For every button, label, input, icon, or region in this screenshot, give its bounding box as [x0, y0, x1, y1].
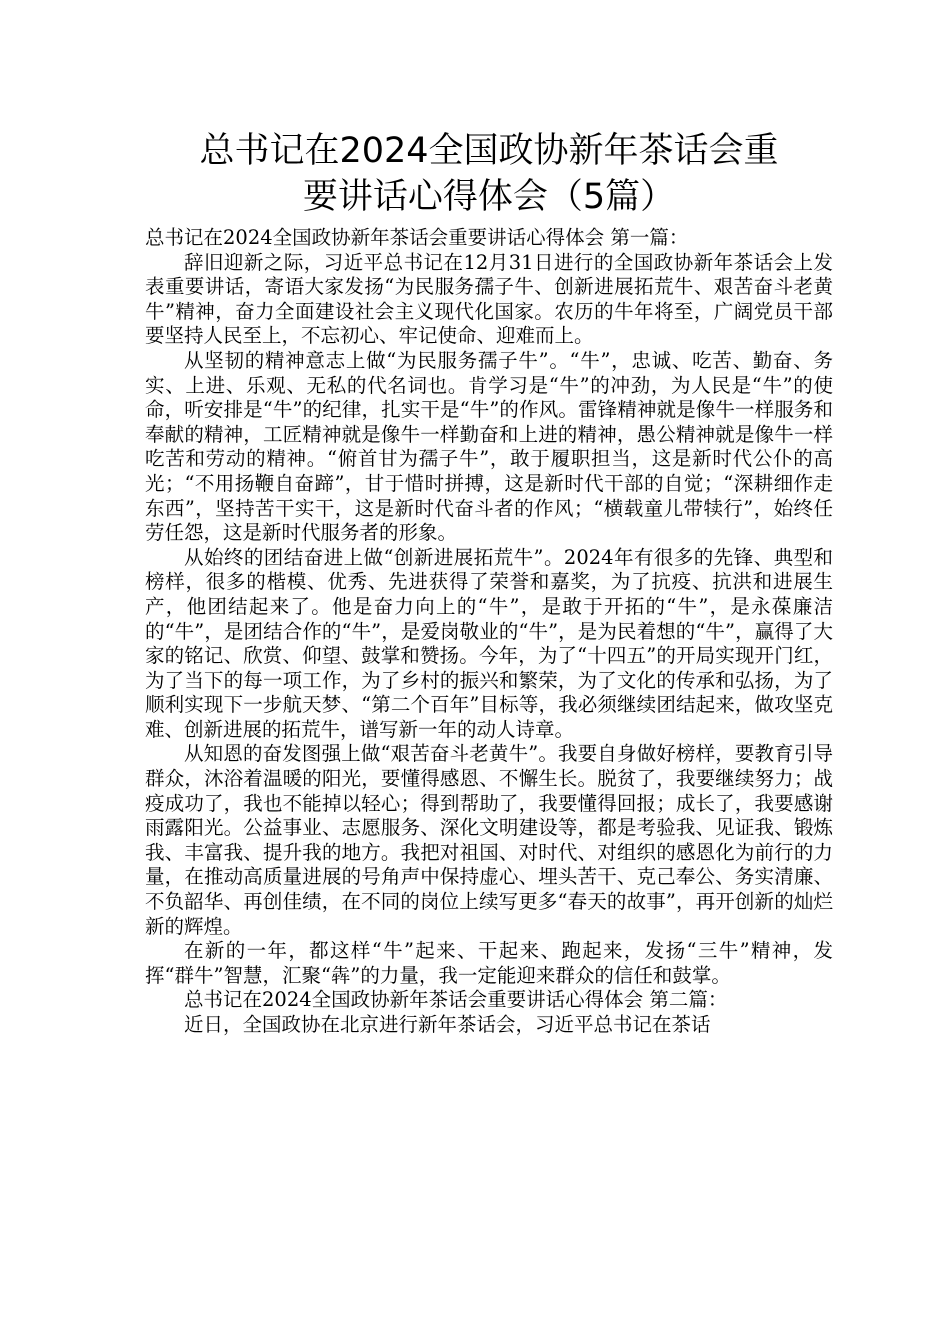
document-page: [145, 128, 833, 1038]
paragraph: 从坚韧的精神意志上做“为民服务孺子牛”。“牛”，忠诚、吃苦、勤奋、务实、上进、乐观、无私的代名词也。肯学习是“牛”的冲劲，为人民是“牛”的使命，听安排是“牛”的纪律，扎实干是“牛”的作风。雷锋精神就是像牛一样服务和奉献的精神，工匠精神就是像牛一样勤奋和上进的精神，愚公精神就是像牛一样吃苦和劳动的精神。“俯首甘为孺子牛”，敢于履职担当，这是新时代公仆的高光；“不用扬鞭自奋蹄”，甘于惜时拼搏，这是新时代干部的自觉；“深耕细作走东西”，坚持苦干实干，这是新时代奋斗者的作风；“横载童儿带犊行”，始终任劳任怨，这是新时代服务者的形象。: [145, 348, 833, 545]
document-body: [145, 226, 833, 1038]
document-title: [145, 128, 833, 220]
paragraph: 辞旧迎新之际，习近平总书记在12月31日进行的全国政协新年茶话会上发表重要讲话，寄语大家发扬“为民服务孺子牛、创新进展拓荒牛、艰苦奋斗老黄牛”精神，奋力全面建设社会主义现代化国家。农历的牛年将至，广阔党员干部要坚持人民至上，不忘初心、牢记使命、迎难而上。: [145, 250, 833, 348]
section-heading-2: 总书记在2024全国政协新年茶话会重要讲话心得体会 第二篇：: [184, 988, 728, 1012]
paragraph: 从始终的团结奋进上做“创新进展拓荒牛”。2024年有很多的先锋、典型和榜样，很多的楷模、优秀、先进获得了荣誉和嘉奖，为了抗疫、抗洪和进展生产，他团结起来了。他是奋力向上的“牛”，是敢于开拓的“牛”，是永葆廉洁的“牛”，是团结合作的“牛”，是爱岗敬业的“牛”，是为民着想的“牛”，赢得了大家的铭记、欣赏、仰望、鼓掌和赞扬。今年，为了“十四五”的开局实现开门红，为了当下的每一项工作，为了乡村的振兴和繁荣，为了文化的传承和弘扬，为了顺利实现下一步航天梦、“第二个百年”目标等，我必须继续团结起来，做攻坚克难、创新进展的拓荒牛，谱写新一年的动人诗章。: [145, 545, 833, 741]
section-heading-1: 总书记在2024全国政协新年茶话会重要讲话心得体会 第一篇：: [145, 226, 689, 249]
paragraph: 在新的一年，都这样“牛”起来、干起来、跑起来，发扬“三牛”精神，发挥“群牛”智慧，汇聚“犇”的力量，我一定能迎来群众的信任和鼓掌。: [145, 939, 833, 987]
paragraph: 近日，全国政协在北京进行新年茶话会，习近平总书记在茶话: [184, 1013, 711, 1036]
title-line-1: 总书记在2024全国政协新年茶话会重: [199, 131, 779, 171]
title-line-2: 要讲话心得体会（5篇）: [302, 177, 676, 217]
paragraph: 从知恩的奋发图强上做“艰苦奋斗老黄牛”。我要自身做好榜样，要教育引导群众，沐浴着温暖的阳光，要懂得感恩、不懈生长。脱贫了，我要继续努力；战疫成功了，我也不能掉以轻心；得到帮助了，我要懂得回报；成长了，我要感谢雨露阳光。公益事业、志愿服务、深化文明建设等，都是考验我、见证我、锻炼我、丰富我、提升我的地方。我把对祖国、对时代、对组织的感恩化为前行的力量，在推动高质量进展的号角声中保持虚心、埋头苦干、克己奉公、务实清廉、不负韶华、再创佳绩，在不同的岗位上续写更多“春天的故事”，再开创新的灿烂新的辉煌。: [145, 742, 833, 938]
